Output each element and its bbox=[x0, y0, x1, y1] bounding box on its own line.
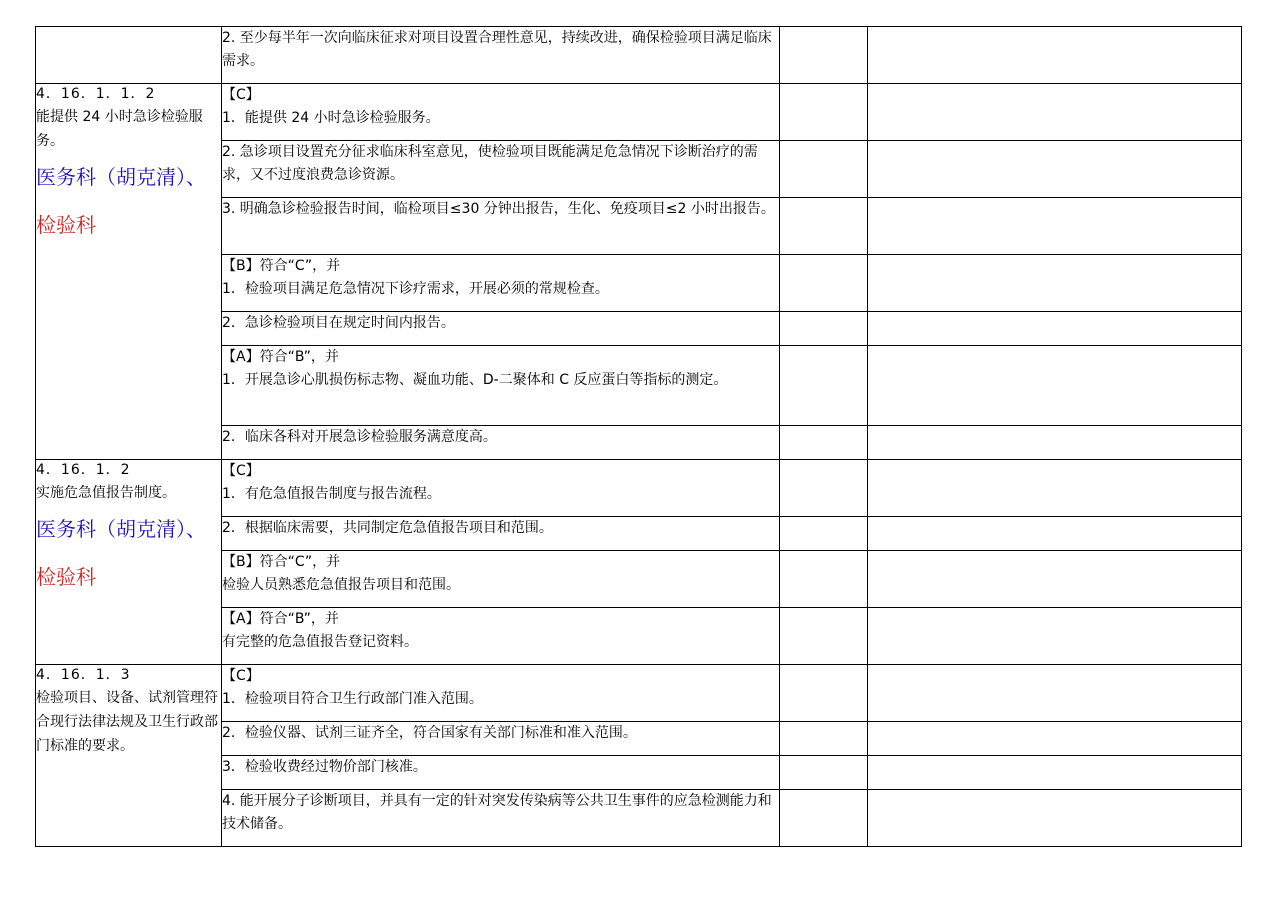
remark-cell bbox=[868, 426, 1242, 460]
score-cell bbox=[780, 27, 868, 84]
remark-cell bbox=[868, 141, 1242, 198]
grade-label: 【A】符合“B”，并 bbox=[222, 349, 339, 365]
criteria-line: 3. 明确急诊检验报告时间，临检项目≤30 分钟出报告，生化、免疫项目≤2 小时出报告。 bbox=[222, 201, 775, 217]
score-cell bbox=[780, 460, 868, 517]
criteria-line: 1．有危急值报告制度与报告流程。 bbox=[222, 486, 441, 502]
table-row bbox=[36, 27, 1242, 84]
criteria-cell bbox=[222, 84, 780, 141]
score-cell bbox=[780, 346, 868, 426]
remark-cell bbox=[868, 790, 1242, 847]
criteria-line: 2．临床各科对开展急诊检验服务满意度高。 bbox=[222, 429, 497, 445]
score-cell bbox=[780, 665, 868, 722]
remark-cell bbox=[868, 608, 1242, 665]
table-row bbox=[36, 84, 1242, 141]
remark-cell bbox=[868, 517, 1242, 551]
item-description: 检验项目、设备、试剂管理符合现行法律法规及卫生行政部门标准的要求。 bbox=[36, 690, 218, 754]
score-cell bbox=[780, 790, 868, 847]
table-row bbox=[36, 665, 1242, 722]
criteria-line: 2. 至少每半年一次向临床征求对项目设置合理性意见，持续改进，确保检验项目满足临床需求。 bbox=[222, 30, 772, 69]
grade-label: 【B】符合“C”，并 bbox=[222, 258, 341, 274]
remark-cell bbox=[868, 665, 1242, 722]
item-description: 实施危急值报告制度。 bbox=[36, 485, 176, 501]
grade-label: 【C】 bbox=[222, 87, 260, 103]
criteria-cell bbox=[222, 460, 780, 517]
score-cell bbox=[780, 608, 868, 665]
criteria-cell bbox=[222, 198, 780, 255]
criteria-line: 1．能提供 24 小时急诊检验服务。 bbox=[222, 110, 440, 126]
criteria-line: 2．检验仪器、试剂三证齐全，符合国家有关部门标准和准入范围。 bbox=[222, 725, 637, 741]
criteria-cell bbox=[222, 756, 780, 790]
criteria-line: 1．检验项目符合卫生行政部门准入范围。 bbox=[222, 691, 483, 707]
criteria-cell bbox=[222, 426, 780, 460]
item-code-cell bbox=[36, 665, 222, 847]
grade-label: 【C】 bbox=[222, 463, 260, 479]
criteria-line: 4. 能开展分子诊断项目，并具有一定的针对突发传染病等公共卫生事件的应急检测能力和技术储备。 bbox=[222, 793, 772, 832]
remark-cell bbox=[868, 312, 1242, 346]
remark-cell bbox=[868, 255, 1242, 312]
criteria-cell bbox=[222, 312, 780, 346]
remark-cell bbox=[868, 551, 1242, 608]
criteria-cell bbox=[222, 551, 780, 608]
grade-label: 【C】 bbox=[222, 668, 260, 684]
criteria-line: 1．检验项目满足危急情况下诊疗需求，开展必须的常规检查。 bbox=[222, 281, 609, 297]
responsible-dept-lab: 检验科 bbox=[36, 213, 96, 237]
score-cell bbox=[780, 312, 868, 346]
item-code: 4．16．1．3 bbox=[36, 667, 131, 683]
remark-cell bbox=[868, 84, 1242, 141]
score-cell bbox=[780, 722, 868, 756]
criteria-cell bbox=[222, 27, 780, 84]
table-row bbox=[36, 460, 1242, 517]
criteria-cell bbox=[222, 255, 780, 312]
item-code: 4．16．1．2 bbox=[36, 462, 131, 478]
criteria-line: 3．检验收费经过物价部门核准。 bbox=[222, 759, 427, 775]
score-cell bbox=[780, 141, 868, 198]
criteria-cell bbox=[222, 722, 780, 756]
criteria-cell bbox=[222, 141, 780, 198]
remark-cell bbox=[868, 198, 1242, 255]
remark-cell bbox=[868, 722, 1242, 756]
score-cell bbox=[780, 517, 868, 551]
score-cell bbox=[780, 756, 868, 790]
criteria-cell bbox=[222, 790, 780, 847]
score-cell bbox=[780, 255, 868, 312]
responsible-dept-lab: 检验科 bbox=[36, 565, 96, 589]
responsible-dept-medical: 医务科（胡克清）、 bbox=[36, 165, 206, 189]
criteria-line: 2. 急诊项目设置充分征求临床科室意见，使检验项目既能满足危急情况下诊断治疗的需求，又不过度浪费急诊资源。 bbox=[222, 144, 758, 183]
criteria-cell bbox=[222, 665, 780, 722]
item-code-cell bbox=[36, 460, 222, 665]
grade-label: 【B】符合“C”，并 bbox=[222, 554, 341, 570]
criteria-cell bbox=[222, 346, 780, 426]
remark-cell bbox=[868, 756, 1242, 790]
grade-label: 【A】符合“B”，并 bbox=[222, 611, 339, 627]
item-code-cell bbox=[36, 84, 222, 460]
score-cell bbox=[780, 84, 868, 141]
criteria-line: 2．根据临床需要，共同制定危急值报告项目和范围。 bbox=[222, 520, 553, 536]
criteria-line: 2．急诊检验项目在规定时间内报告。 bbox=[222, 315, 455, 331]
standards-table bbox=[35, 26, 1242, 847]
item-code-cell bbox=[36, 27, 222, 84]
responsible-dept-medical: 医务科（胡克清）、 bbox=[36, 517, 206, 541]
score-cell bbox=[780, 551, 868, 608]
criteria-cell bbox=[222, 517, 780, 551]
criteria-cell bbox=[222, 608, 780, 665]
criteria-line: 1．开展急诊心肌损伤标志物、凝血功能、D-二聚体和 C 反应蛋白等指标的测定。 bbox=[222, 372, 728, 388]
score-cell bbox=[780, 426, 868, 460]
remark-cell bbox=[868, 27, 1242, 84]
remark-cell bbox=[868, 346, 1242, 426]
criteria-line: 检验人员熟悉危急值报告项目和范围。 bbox=[222, 577, 460, 593]
remark-cell bbox=[868, 460, 1242, 517]
item-code: 4．16．1．1．2 bbox=[36, 86, 156, 102]
criteria-line: 有完整的危急值报告登记资料。 bbox=[222, 634, 418, 650]
item-description: 能提供 24 小时急诊检验服务。 bbox=[36, 109, 203, 149]
score-cell bbox=[780, 198, 868, 255]
